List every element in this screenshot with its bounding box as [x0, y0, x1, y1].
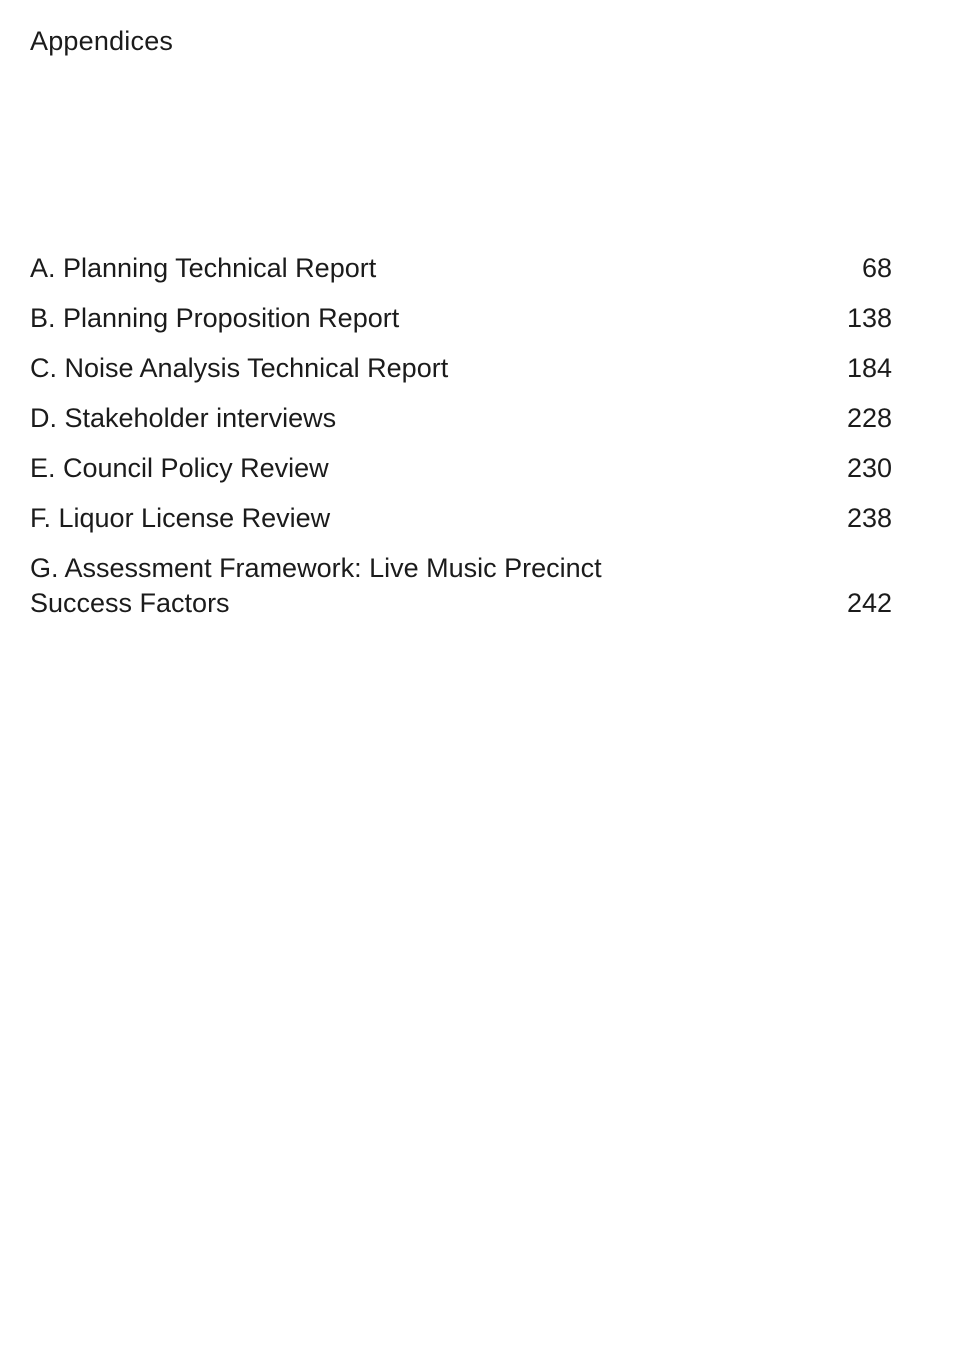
toc-entry-title: A. Planning Technical Report: [30, 253, 377, 283]
toc-entry-title: D. Stakeholder interviews: [30, 403, 337, 433]
page-heading: Appendices: [30, 26, 174, 56]
toc-entry: [30, 401, 892, 436]
toc-entry-page: 184: [846, 353, 892, 383]
toc-entry: [30, 501, 892, 536]
toc-entry-page: 230: [846, 453, 892, 483]
toc-entry-page: 68: [861, 253, 892, 283]
toc-entry: [30, 251, 892, 286]
toc-entry-page: 138: [846, 303, 892, 333]
toc-entry-title: B. Planning Proposition Report: [30, 303, 400, 333]
toc-entry-title: G. Assessment Framework: Live Music Precinct Success Factors: [30, 553, 602, 618]
toc-entry: [30, 451, 892, 486]
toc-entry-page: 238: [846, 503, 892, 533]
toc-entry: [30, 551, 892, 621]
toc-entry: [30, 351, 892, 386]
appendices-list: [30, 251, 892, 636]
toc-entry-page: 242: [846, 588, 892, 618]
toc-entry: [30, 301, 892, 336]
toc-entry-title: C. Noise Analysis Technical Report: [30, 353, 449, 383]
toc-entry-title: E. Council Policy Review: [30, 453, 329, 483]
toc-entry-page: 228: [846, 403, 892, 433]
toc-entry-title: F. Liquor License Review: [30, 503, 331, 533]
